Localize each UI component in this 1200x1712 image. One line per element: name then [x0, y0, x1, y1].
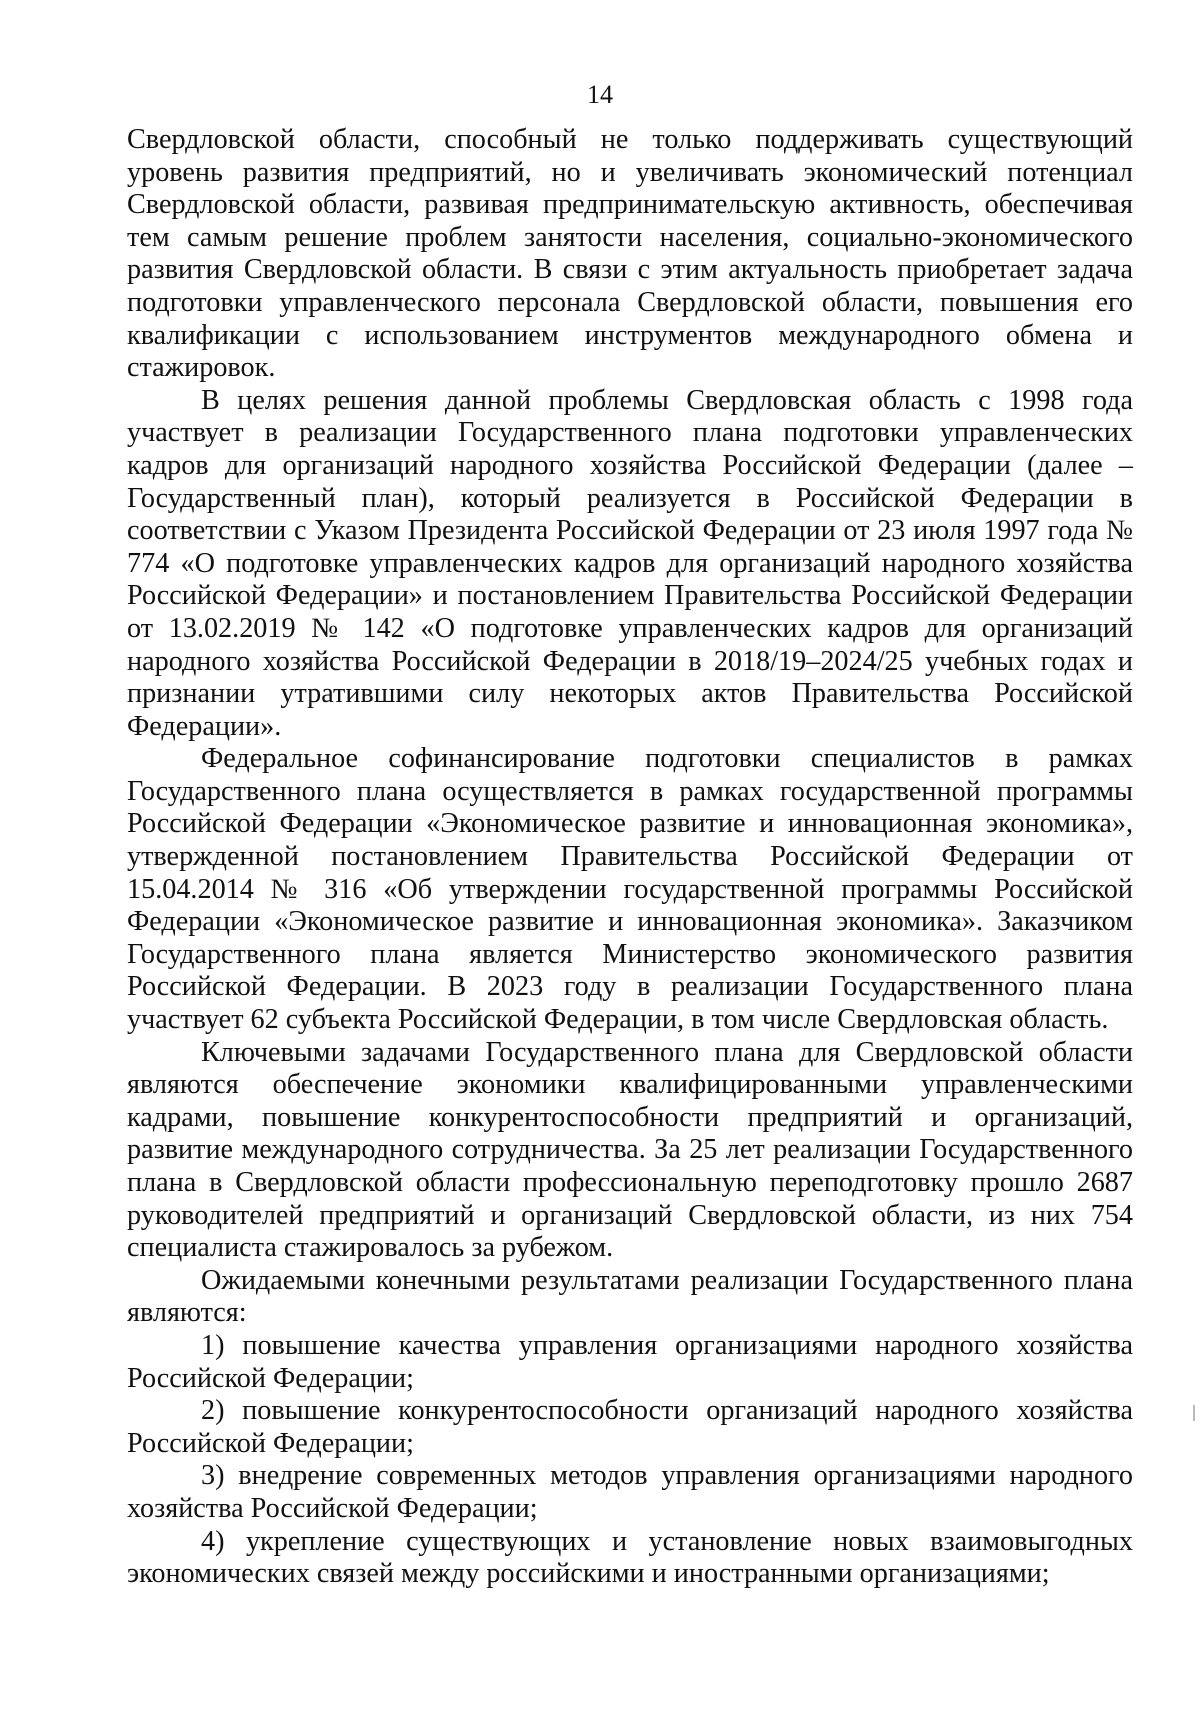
paragraph-state-plan-participation: В целях решения данной проблемы Свердловская область с 1998 года участвует в реализации Государственного плана подготовки управленческих кадров для организаций народного хозяйства Российской Федерации (далее – Государственный план), который реализуется в Российской Федерации в соответствии с Указом Президента Российской Федерации от 23 июля 1997 года № 774 «О подготовке управленческих кадров для организаций народного хозяйства Российской Федерации» и постановлением Правительства Российской Федерации от 13.02.2019 № 142 «О подготовке управленческих кадров для организаций народного хозяйства Российской Федерации в 2018/19–2024/25 учебных годах и признании утратившими силу некоторых актов Правительства Российской Федерации». [127, 384, 1133, 742]
paragraph-federal-cofinancing: Федеральное софинансирование подготовки специалистов в рамках Государственного плана осуществляется в рамках государственной программы Российской Федерации «Экономическое развитие и инновационная экономика», утвержденной постановлением Правительства Российской Федерации от 15.04.2014 № 316 «Об утверждении государственной программы Российской Федерации «Экономическое развитие и инновационная экономика». Заказчиком Государственного плана является Министерство экономического развития Российской Федерации. В 2023 году в реализации Государственного плана участвует 62 субъекта Российской Федерации, в том числе Свердловская область. [127, 743, 1133, 1036]
list-item: 2) повышение конкурентоспособности организаций народного хозяйства Российской Федерации; [127, 1395, 1133, 1459]
page-number: 14 [587, 80, 613, 109]
document-body [127, 124, 1133, 1591]
list-item: 4) укрепление существующих и установление новых взаимовыгодных экономических связей между российскими и иностранными организациями; [127, 1525, 1133, 1590]
list-item: 1) повышение качества управления организациями народного хозяйства Российской Федерации; [127, 1329, 1133, 1394]
paragraph-continuation: Свердловской области, способный не только поддерживать существующий уровень развития предприятий, но и увеличивать экономический потенциал Свердловской области, развивая предпринимательскую активность, обеспечивая тем самым решение проблем занятости населения, социально-экономического развития Свердловской области. В связи с этим актуальность приобретает задача подготовки управленческого персонала Свердловской области, повышения его квалификации с использованием инструментов международного обмена и стажировок. [127, 124, 1133, 384]
paragraph-key-tasks: Ключевыми задачами Государственного плана для Свердловской области являются обеспечение экономики квалифицированными управленческими кадрами, повышение конкурентоспособности предприятий и организаций, развитие международного сотрудничества. За 25 лет реализации Государственного плана в Свердловской области профессиональную переподготовку прошло 2687 руководителей предприятий и организаций Свердловской области, из них 754 специалиста стажировалось за рубежом. [127, 1036, 1133, 1264]
paragraph-expected-results-intro: Ожидаемыми конечными результатами реализации Государственного плана являются: [127, 1264, 1133, 1329]
list-item: 3) внедрение современных методов управления организациями народного хозяйства Российской Федерации; [127, 1460, 1133, 1524]
scan-margin-mark [1193, 1405, 1195, 1421]
